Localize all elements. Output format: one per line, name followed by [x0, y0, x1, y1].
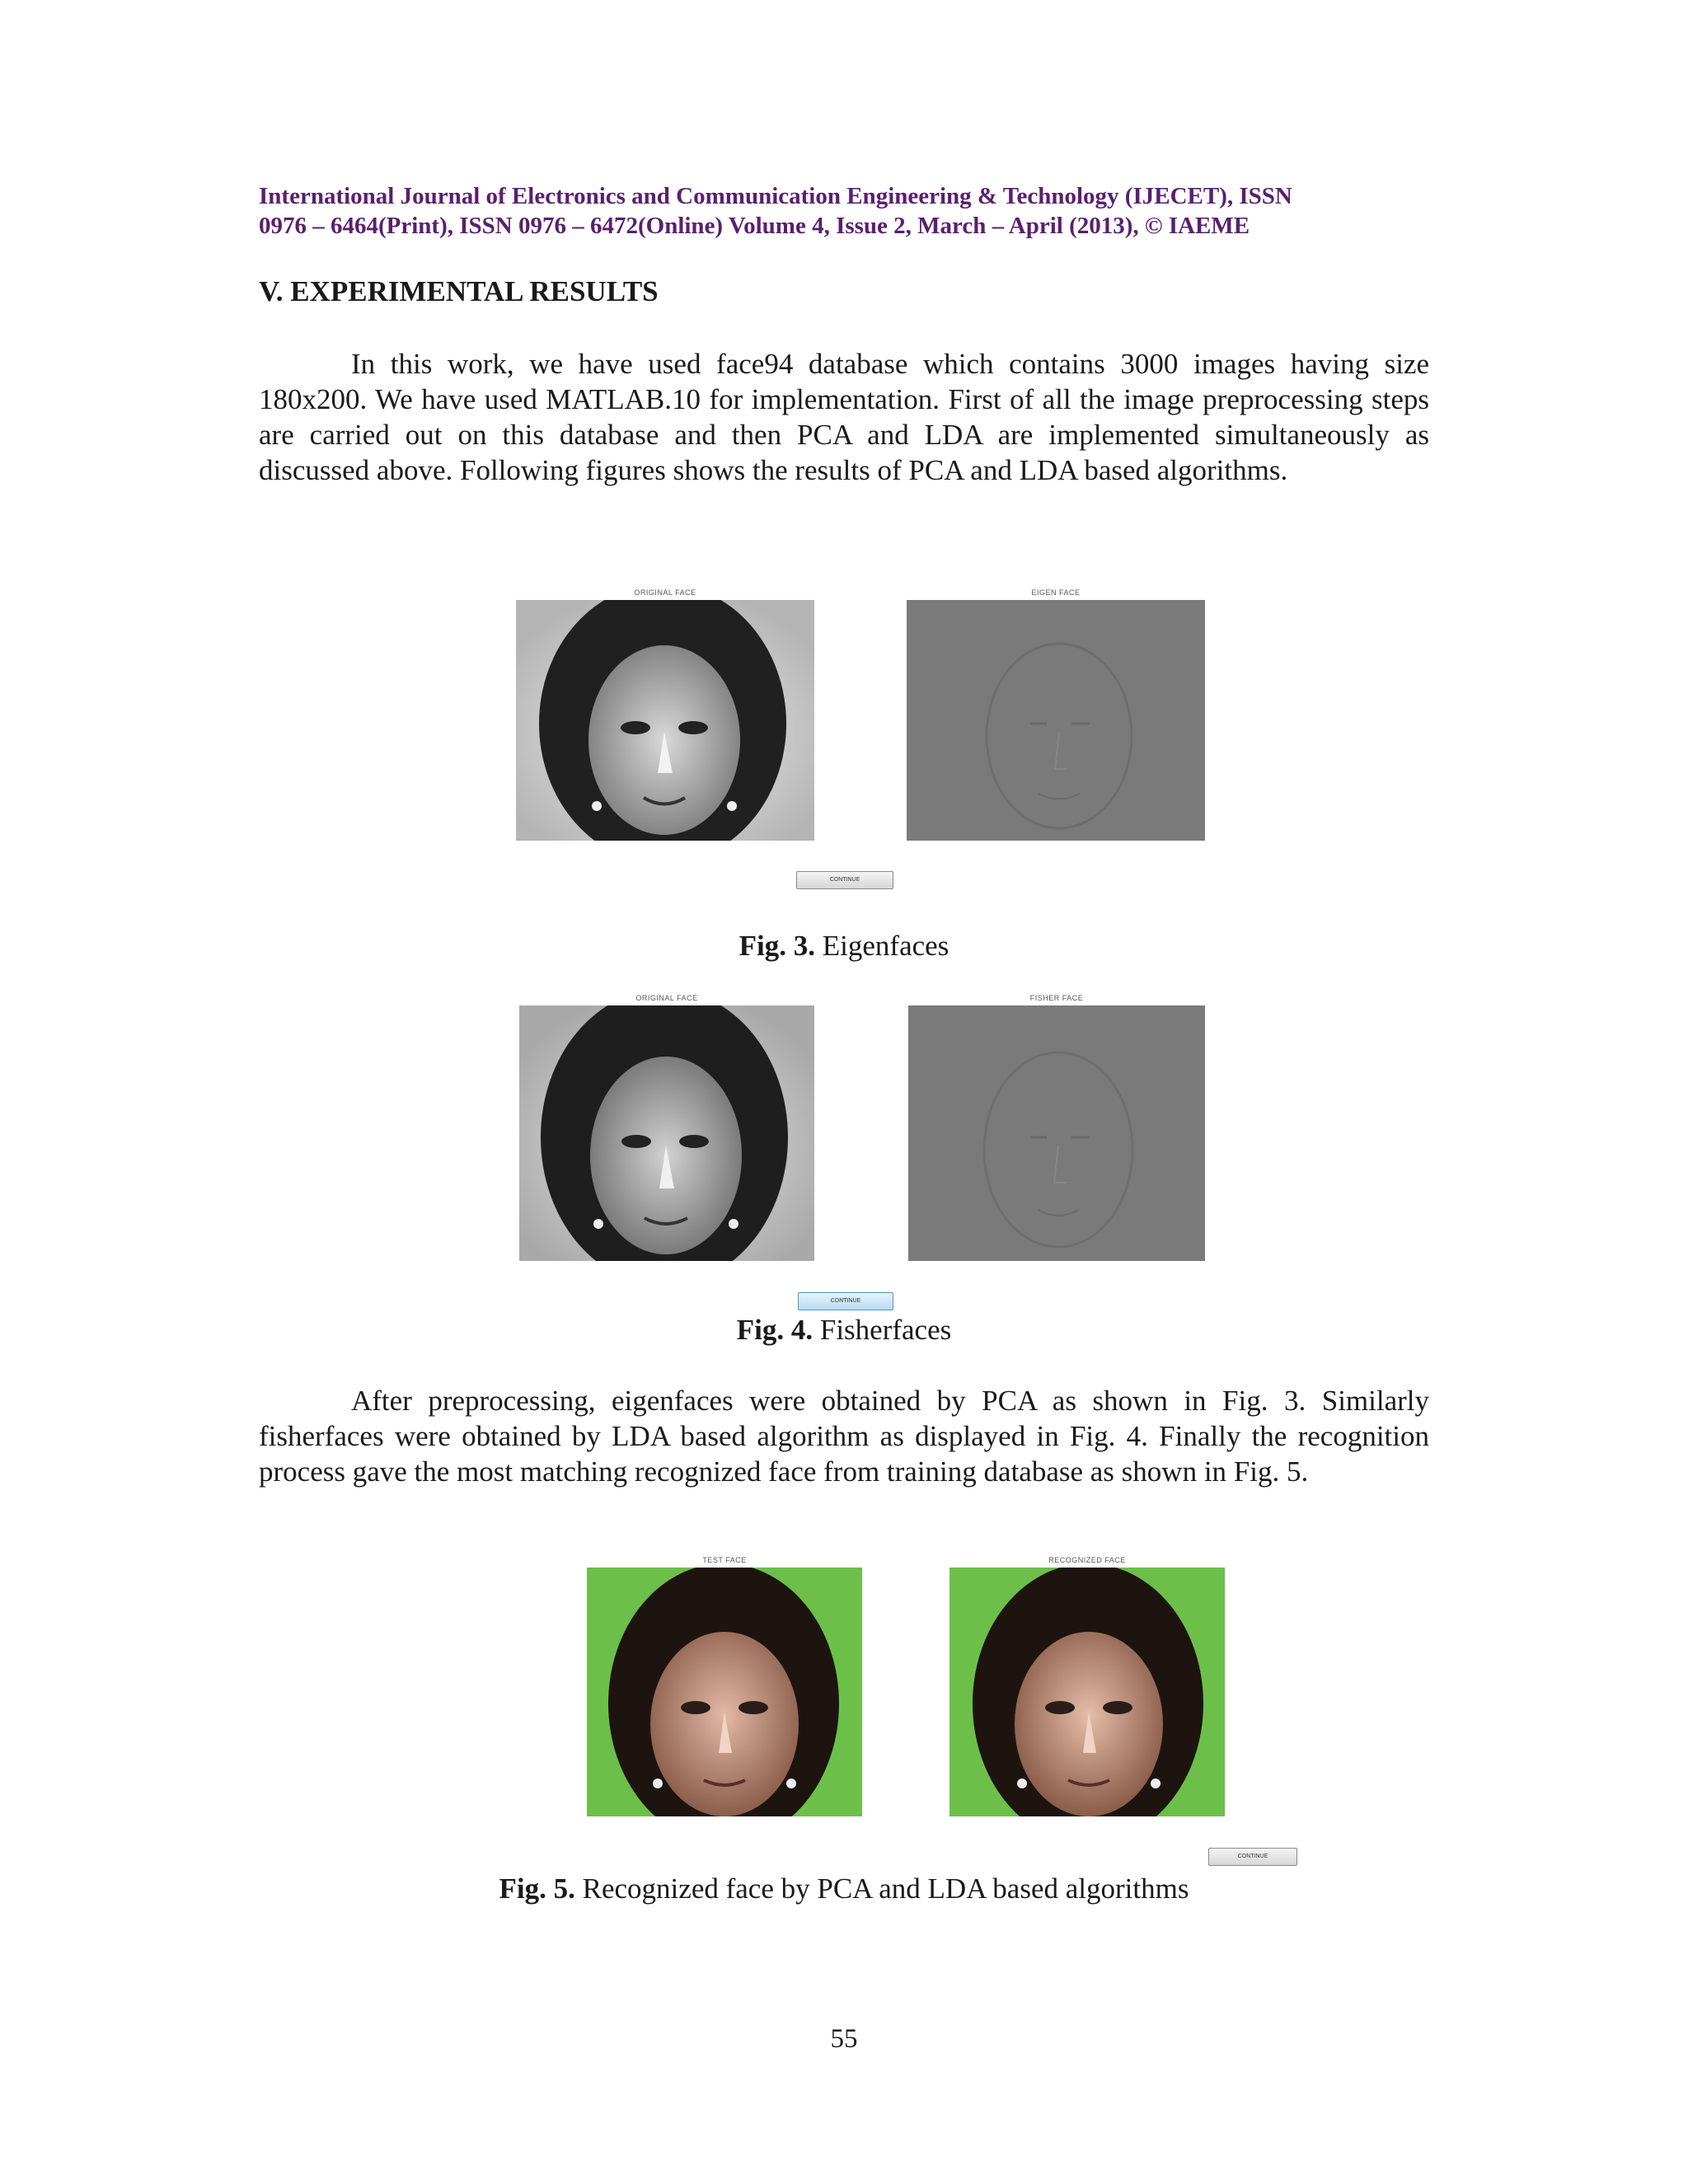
fig5-caption	[0, 1872, 1688, 1905]
fig4-original-face-image	[519, 1005, 814, 1261]
paragraph-2	[259, 1383, 1429, 1489]
fig5-continue-button[interactable]: CONTINUE	[1208, 1848, 1297, 1866]
fig3-continue-button[interactable]: CONTINUE	[796, 871, 893, 889]
fig4-caption-text: Fisherfaces	[813, 1314, 952, 1346]
journal-header	[259, 181, 1446, 241]
fig3-original-label: ORIGINAL FACE	[634, 588, 696, 597]
fig3-eigen-label: EIGEN FACE	[1031, 588, 1081, 597]
fig4-caption-number: Fig. 4.	[736, 1314, 814, 1346]
fig3-original-face-image	[516, 600, 814, 841]
page-number: 55	[830, 2024, 858, 2054]
section-title: V. EXPERIMENTAL RESULTS	[259, 275, 659, 307]
fig5-test-label: TEST FACE	[702, 1556, 747, 1564]
fig3-caption	[0, 930, 1688, 963]
fig3-eigen-face-image	[907, 600, 1205, 841]
journal-header-line2: 0976 – 6464(Print), ISSN 0976 – 6472(Online) Volume 4, Issue 2, March – April (2013), © IAEME	[259, 213, 1250, 239]
journal-header-line1: International Journal of Electronics and Communication Engineering & Technology (IJECET), ISSN	[259, 183, 1292, 209]
paragraph-2-text: After preprocessing, eigenfaces were obtained by PCA as shown in Fig. 3. Similarly fisherfaces were obtained by LDA based algorithm as displayed in Fig. 4. Finally the recognition process gave the most matching recognized face from training database as shown in Fig. 5.	[259, 1385, 1429, 1488]
fig4-continue-button[interactable]: CONTINUE	[798, 1292, 893, 1310]
fig5-recognized-face-image	[950, 1568, 1225, 1816]
fig5-caption-number: Fig. 5.	[499, 1872, 575, 1905]
paragraph-1-text: In this work, we have used face94 database which contains 3000 images having size 180x200. We have used MATLAB.10 for implementation. First of all the image preprocessing steps are carried out on this database and then PCA and LDA are implemented simultaneously as discussed above. Following figures shows the results of PCA and LDA based algorithms.	[259, 348, 1429, 486]
fig4-original-label: ORIGINAL FACE	[635, 994, 698, 1002]
fig5-test-face-image	[587, 1568, 862, 1816]
fig4-fisher-label: FISHER FACE	[1029, 994, 1084, 1002]
fig4-fisher-face-image	[908, 1005, 1205, 1261]
fig3-caption-text: Eigenfaces	[815, 930, 950, 962]
fig3-caption-number: Fig. 3.	[738, 930, 816, 962]
fig4-caption	[0, 1314, 1688, 1347]
fig5-caption-text: Recognized face by PCA and LDA based algorithms	[574, 1872, 1189, 1905]
fig5-recognized-label: RECOGNIZED FACE	[1048, 1556, 1126, 1564]
paragraph-1	[259, 346, 1429, 488]
